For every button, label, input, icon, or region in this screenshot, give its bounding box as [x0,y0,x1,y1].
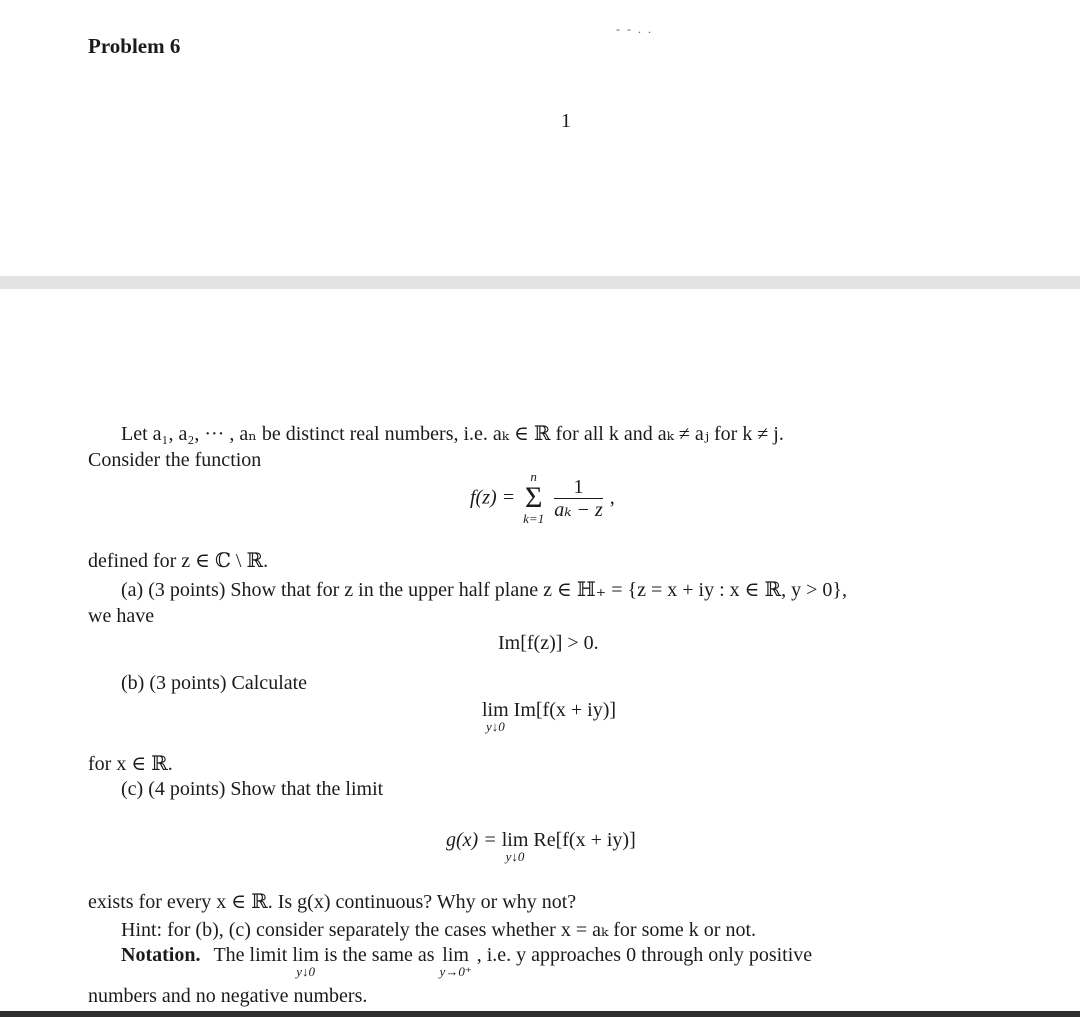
hint-line: Hint: for (b), (c) consider separately the cases whether x = aₖ for some k or not. [121,919,757,941]
page-divider [0,276,1080,289]
limit-operator [502,829,529,863]
notation-line [121,944,812,978]
part-b-line: (b) (3 points) Calculate [121,672,308,694]
notation-text-3: , i.e. y approaches 0 through only positive [476,944,813,966]
limit-operator [440,944,472,978]
notation-text-2: is the same as [324,944,435,966]
part-b-equation [482,699,616,733]
fraction-denominator: aₖ − z [554,498,603,521]
limit-subscript: y↓0 [485,719,505,734]
intro-line-1: Let a₁, a₂, ··· , aₙ be distinct real numbers, i.e. aₖ ∈ ℝ for all k and aₖ ≠ aⱼ for k ≠ j. [121,423,784,445]
exists-line: exists for every x ∈ ℝ. Is g(x) continuous? Why or why not? [88,891,577,913]
notation-line-2: numbers and no negative numbers. [88,985,368,1007]
part-c-line: (c) (4 points) Show that the limit [121,778,384,800]
part-b-after: for x ∈ ℝ. [88,753,173,775]
sum-operator [523,470,544,526]
sum-symbol: Σ [524,481,543,514]
limit-subscript: y↓0 [505,849,525,864]
sum-lower: k=1 [523,511,545,526]
fraction-numerator: 1 [554,476,603,499]
limit-subscript: y→0⁺ [439,964,472,979]
domain-line: defined for z ∈ ℂ \ ℝ. [88,550,269,572]
limit-operator [482,699,509,733]
sum-upper: n [530,469,537,484]
problem-title: Problem 6 [88,34,181,58]
limit-label: lim [501,829,529,851]
function-trailing: , [609,486,615,509]
part-a-line-2: we have [88,605,155,627]
fraction [554,476,603,521]
bottom-bar [0,1011,1080,1017]
notation-label: Notation. [121,944,201,966]
part-a-line-1: (a) (3 points) Show that for z in the upper half plane z ∈ ℍ₊ = {z = x + iy : x ∈ ℝ, y > 0}, [121,579,847,601]
intro-line-2: Consider the function [88,449,262,471]
part-b-expression: Im[f(x + iy)] [513,699,617,721]
limit-label: lim [292,944,320,966]
function-lhs: f(z) = [470,486,516,509]
function-equation [470,470,615,526]
part-c-equation [446,829,636,863]
limit-label: lim [442,944,469,966]
limit-subscript: y↓0 [296,964,316,979]
notation-text-1: The limit [213,944,288,966]
limit-label: lim [482,699,509,721]
part-c-expression: Re[f(x + iy)] [533,829,636,851]
corner-mark: - - . . [616,22,653,36]
part-a-equation: Im[f(z)] > 0. [498,632,599,654]
page-number: 1 [561,110,571,132]
part-c-lhs: g(x) = [446,829,497,851]
limit-operator [292,944,319,978]
